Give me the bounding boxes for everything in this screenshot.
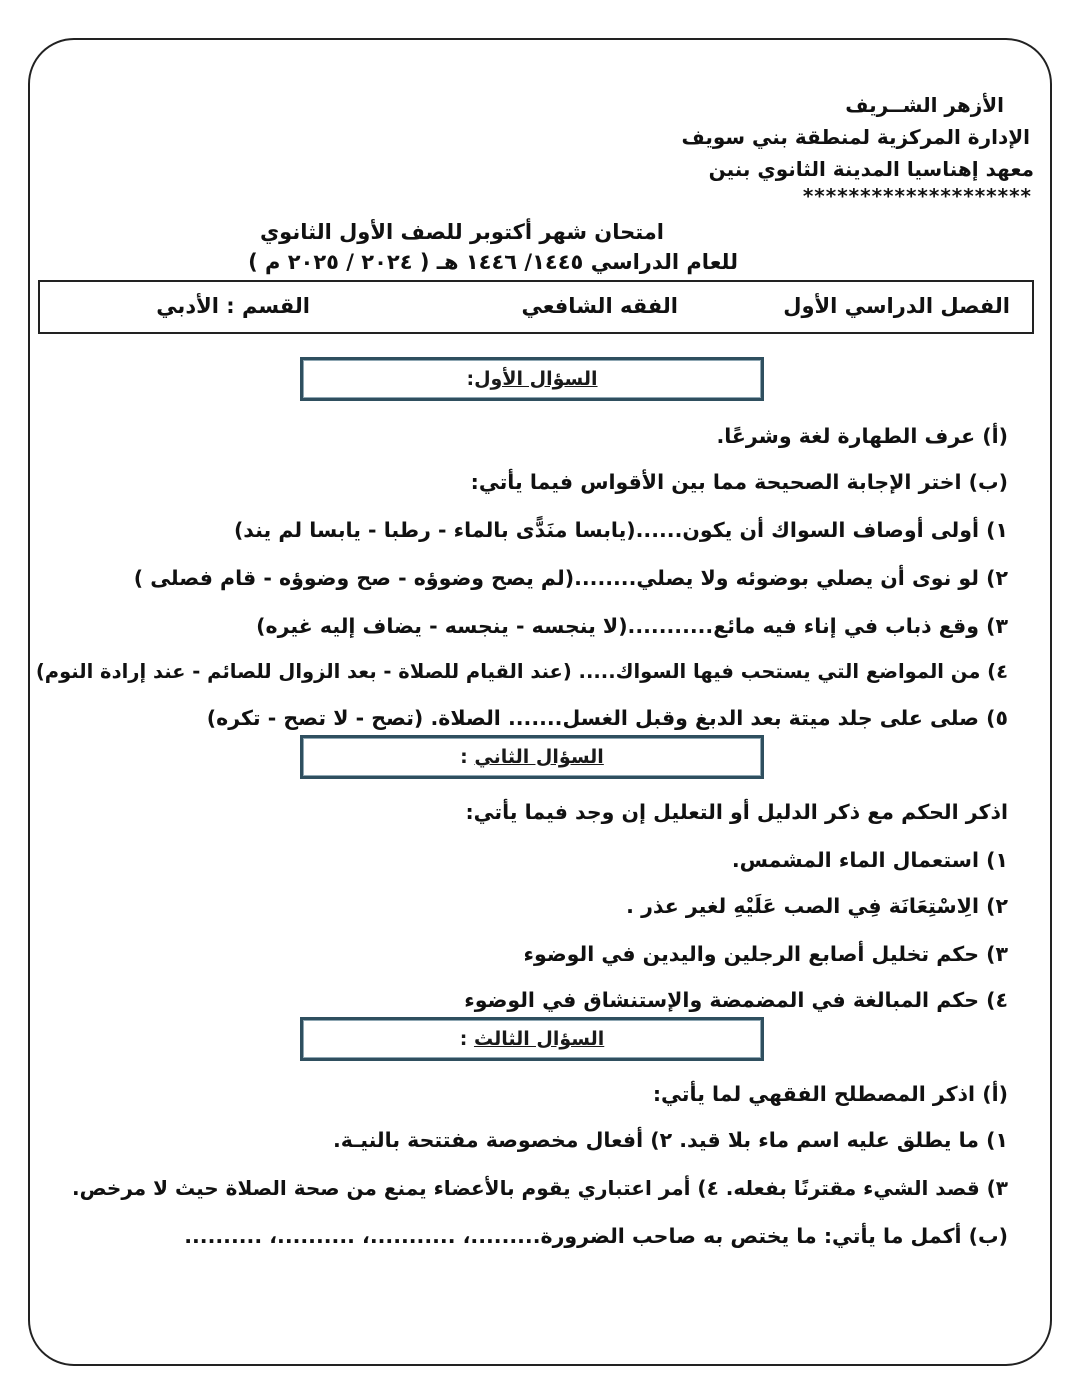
header-administration: الإدارة المركزية لمنطقة بني سويف: [681, 125, 1030, 149]
exam-info-box: [38, 280, 1034, 334]
question-2-title: السؤال الثاني: [474, 746, 604, 768]
q1-part-b: (ب) اختر الإجابة الصحيحة مما بين الأقواس فيما يأتي:: [470, 470, 1008, 494]
header-school: معهد إهناسيا المدينة الثانوي بنين: [708, 157, 1034, 181]
q1-item-2: ٢) لو نوى أن يصلي بوضوئه ولا يصلي........(لم يصح وضوؤه - صح وضوؤه - قام فصلى ): [133, 566, 1008, 590]
q2-intro: اذكر الحكم مع ذكر الدليل أو التعليل إن وجد فيما يأتي:: [465, 800, 1008, 824]
q3-part-b: (ب) أكمل ما يأتي: ما يختص به صاحب الضرورة.........، ...........، ..........، ..........: [184, 1224, 1008, 1248]
q1-item-1: ١) أولى أوصاف السواك أن يكون......(يابسا منَدًّى بالماء - رطبا - يابسا لم يند): [233, 518, 1008, 542]
q2-item-1: ١) استعمال الماء المشمس.: [731, 848, 1008, 872]
exam-section: القسم : الأدبي: [156, 294, 310, 318]
exam-subject: الفقه الشافعي: [521, 294, 678, 318]
question-2-header: [300, 735, 764, 779]
q1-item-3: ٣) وقع ذباب في إناء فيه مائع...........(لا ينجسه - ينجسه - يضاف إليه غيره): [256, 614, 1008, 638]
exam-year: للعام الدراسي ١٤٤٥/ ١٤٤٦ هـ ( ٢٠٢٤ / ٢٠٢٥ م ): [248, 250, 738, 274]
q1-item-4: ٤) من المواضع التي يستحب فيها السواك..... (عند القيام للصلاة - بعد الزوال للصائم - عند إرادة النوم): [35, 660, 1008, 683]
question-1-colon: :: [466, 368, 475, 390]
q3-terms-line-1: ١) ما يطلق عليه اسم ماء بلا قيد. ٢) أفعال مخصوصة مفتتحة بالنيـة.: [332, 1128, 1008, 1152]
q1-part-a: (أ) عرف الطهارة لغة وشرعًا.: [716, 424, 1008, 448]
q2-item-3: ٣) حكم تخليل أصابع الرجلين واليدين في الوضوء: [523, 942, 1008, 966]
question-3-title: السؤال الثالث: [473, 1028, 605, 1050]
q2-item-4: ٤) حكم المبالغة في المضمضة والإستنشاق في الوضوء: [464, 988, 1008, 1012]
exam-term: الفصل الدراسي الأول: [783, 294, 1010, 318]
question-3-colon: :: [459, 1028, 468, 1050]
q3-part-a: (أ) اذكر المصطلح الفقهي لما يأتي:: [652, 1082, 1008, 1106]
header-institution: الأزهر الشــريف: [845, 93, 1004, 117]
header-divider-stars: ********************: [802, 184, 1032, 208]
exam-title: امتحان شهر أكتوبر للصف الأول الثانوي: [259, 220, 664, 244]
q2-item-2: ٢) الِاسْتِعَانَة فِي الصب عَلَيْهِ لغير عذر .: [626, 894, 1008, 918]
question-1-header: [300, 357, 764, 401]
q1-item-5: ٥) صلى على جلد ميتة بعد الدبغ وقبل الغسل....... الصلاة. (تصح - لا تصح - تكره): [206, 706, 1008, 730]
q3-terms-line-2: ٣) قصد الشيء مقترنًا بفعله. ٤) أمر اعتباري يقوم بالأعضاء يمنع من صحة الصلاة حيث لا مرخص.: [72, 1176, 1008, 1200]
question-3-header: [300, 1017, 764, 1061]
question-2-colon: :: [460, 746, 468, 768]
question-1-title: السؤال الأول: [474, 368, 598, 390]
